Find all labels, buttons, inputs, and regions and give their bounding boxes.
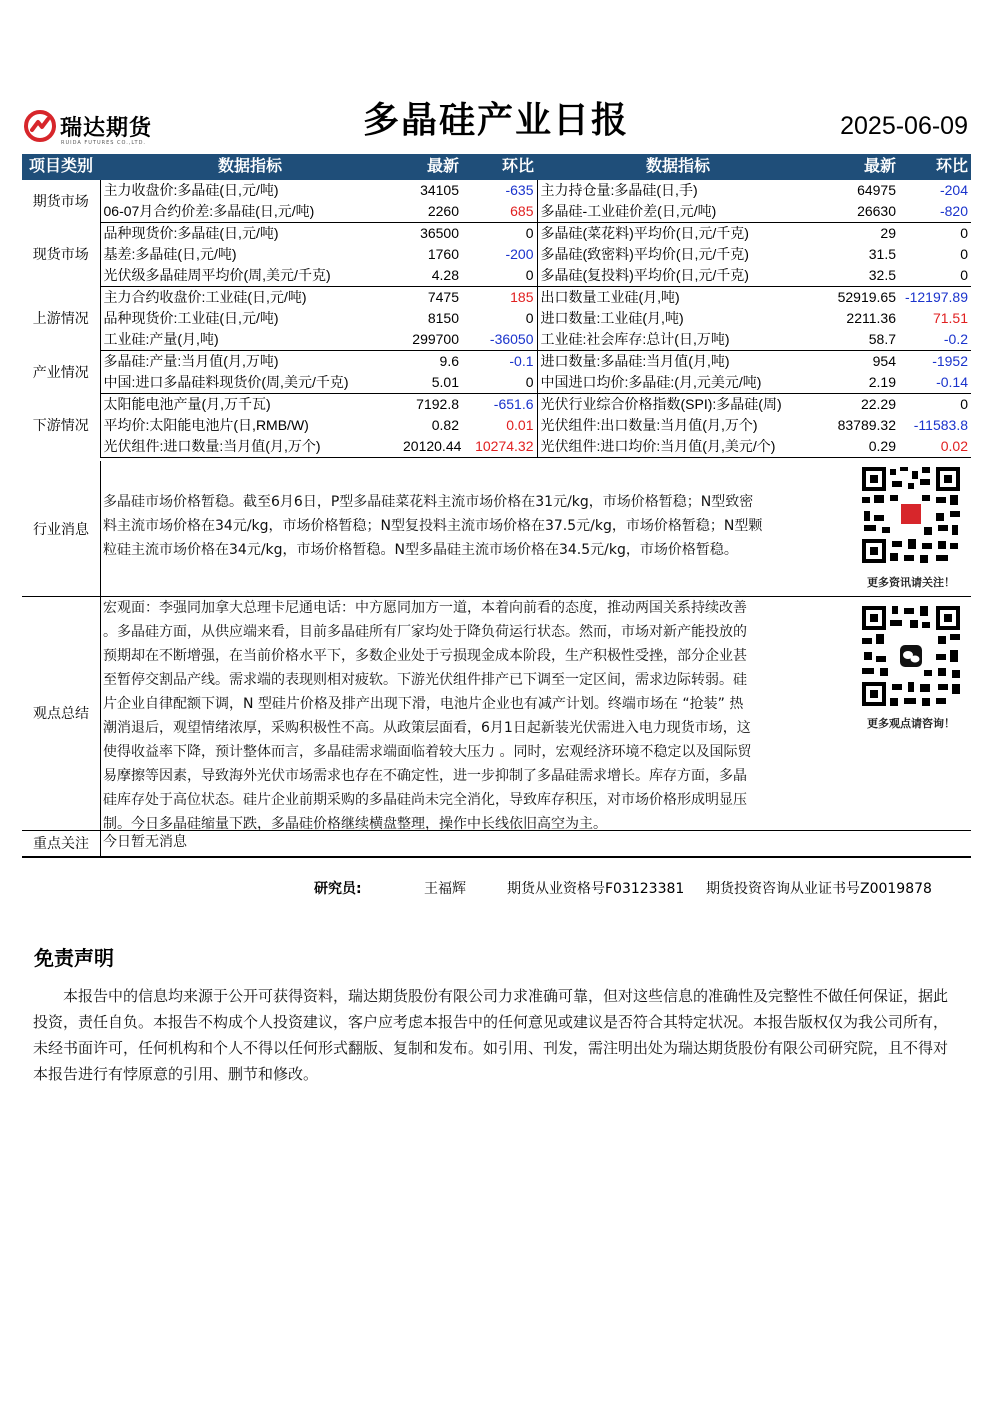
indicator-name-cell: 多晶硅(菜花料)平均价(日,元/千克) [537, 223, 819, 245]
category-cell: 产业情况 [22, 351, 100, 394]
latest-value-cell: 36500 [420, 225, 459, 241]
viewpoint-line: 。多晶硅方面，从供应端来看，目前多晶硅所有厂家均处于降负荷运行状态。然而，市场对新产能投放的 [103, 624, 747, 640]
indicator-name-cell: 进口数量:多晶硅:当月值(月,吨) [537, 351, 819, 373]
change-value-cell: 0 [960, 246, 968, 262]
change-value-cell: 685 [462, 201, 537, 223]
brand-subtitle: RUIDA FUTURES CO.,LTD. [61, 140, 147, 146]
latest-value-cell: 32.5 [819, 265, 899, 287]
category-cell: 期货市场 [22, 180, 100, 223]
category-cell: 下游情况 [22, 394, 100, 458]
indicator-name-cell: 光伏行业综合价格指数(SPI):多晶硅(周) [537, 394, 819, 416]
latest-value-cell: 52919.65 [837, 289, 896, 305]
logo-mark-icon [24, 110, 56, 142]
latest-value-cell: 31.5 [868, 246, 896, 262]
change-value-cell: -12197.89 [904, 289, 968, 305]
table-row [22, 351, 971, 373]
researcher-name: 王福辉 [424, 881, 466, 897]
header-latest: 最新 [400, 154, 462, 180]
disclaimer-text: 本报告中的信息均来源于公开可获得资料，瑞达期货股份有限公司力求准确可靠，但对这些信息的准确性及完整性不做任何保证，据此投资，责任自负。本报告不构成个人投资建议，客户应考虑本报告中的任何意见或建议是否符合其特定状况。本报告版权仅为我公司所有，未经书面许可，任何机构和个人不得以任何形式翻版、复制和发布。如引用、刊发，需注明出处为瑞达期货股份有限公司研究院，且不得对本报告进行有悖原意的引用、删节和修改。 [33, 987, 949, 1083]
indicator-name-cell: 品种现货价:工业硅(日,元/吨) [103, 310, 279, 326]
indicator-name-cell: 出口数量工业硅(月,吨) [537, 287, 819, 309]
table-row [22, 223, 971, 245]
indicator-name-cell: 主力持仓量:多晶硅(日,手) [537, 180, 819, 201]
indicator-name-cell: 中国:进口多晶硅料现货价(周,美元/千克) [100, 372, 400, 394]
viewpoint-line: 至暂停交割品产线。需求端的表现则相对疲软。下游光伏组件排产已下调至一定区间，需求边际转弱。硅 [103, 672, 747, 688]
viewpoint-label: 观点总结 [22, 596, 101, 830]
table-row [22, 415, 971, 436]
news-line: 多晶硅市场价格暂稳。截至6月6日，P型多晶硅菜花料主流市场价格在31元/kg，市场价格暂稳；N型致密 [103, 494, 754, 510]
viewpoint-line: 制。今日多晶硅缩量下跌，多晶硅价格继续横盘整理，操作中长线依旧高空为主。 [103, 816, 607, 832]
latest-value-cell: 83789.32 [837, 417, 896, 433]
news-line: 料主流市场价格在34元/kg，市场价格暂稳；N型复投料主流市场价格在37.5元/kg，市场价格暂稳；N型颗 [103, 518, 763, 534]
change-value-cell: -820 [899, 201, 971, 223]
viewpoint-text [103, 596, 823, 836]
change-value-cell: 10274.32 [462, 436, 537, 458]
industry-news-text [103, 490, 823, 562]
latest-value-cell: 22.29 [860, 396, 896, 412]
change-value-cell: 0.02 [899, 436, 971, 458]
change-value-cell: 0 [462, 372, 537, 394]
indicator-name-cell: 基差:多晶硅(日,元/吨) [103, 246, 237, 262]
table-body [22, 180, 971, 458]
change-value-cell: 0 [960, 225, 968, 241]
change-value-cell: -36050 [462, 329, 537, 351]
latest-value-cell: 299700 [400, 329, 462, 351]
change-value-cell: -0.2 [899, 329, 971, 351]
qr-caption-news: 更多资讯请关注！ [867, 576, 955, 589]
change-value-cell: 0 [899, 265, 971, 287]
change-value-cell: 0 [462, 265, 537, 287]
change-value-cell: -204 [939, 182, 968, 198]
table-row [22, 201, 971, 223]
latest-value-cell: 0.82 [431, 417, 459, 433]
latest-value-cell: 26630 [819, 201, 899, 223]
indicator-name-cell: 主力合约收盘价:工业硅(日,元/吨) [103, 289, 307, 305]
latest-value-cell: 2.19 [819, 372, 899, 394]
wechat-qr-code-icon [860, 604, 962, 708]
table-row [22, 329, 971, 351]
researcher-qualification: 期货从业资格号F03123381 [507, 881, 685, 897]
change-value-cell: -635 [505, 182, 534, 198]
report-title: 多晶硅产业日报 [362, 100, 629, 141]
table-row [22, 372, 971, 394]
latest-value-cell: 954 [872, 353, 896, 369]
focus-section [22, 830, 971, 858]
latest-value-cell: 34105 [420, 182, 459, 198]
company-logo [24, 108, 174, 148]
indicator-name-cell: 中国进口均价:多晶硅:(月,元美元/吨) [537, 372, 819, 394]
industry-news-section [22, 461, 971, 597]
indicator-name-cell: 进口数量:工业硅(月,吨) [537, 308, 819, 329]
latest-value-cell: 2211.36 [846, 310, 896, 326]
viewpoint-line: 硅库存处于高位状态。硅片企业前期采购的多晶硅尚未完全消化，导致库存积压，对市场价格形成明显压 [103, 792, 747, 808]
viewpoint-line: 片企业自律配额下调，N 型硅片价格及排产出现下滑，电池片企业也有减产计划。终端市场在 “抢装” 热 [103, 696, 744, 712]
qr-code-icon [860, 465, 962, 565]
disclaimer-title: 免责声明 [34, 946, 114, 970]
viewpoint-section [22, 596, 971, 831]
latest-value-cell: 64975 [857, 182, 896, 198]
change-value-cell: 71.51 [932, 310, 968, 326]
indicator-name-cell: 06-07月合约价差:多晶硅(日,元/吨) [100, 201, 400, 223]
news-line: 粒硅主流市场价格在34元/kg，市场价格暂稳。N型多晶硅主流市场价格在34.5元/kg，市场价格暂稳。 [103, 542, 738, 558]
table-row [22, 180, 971, 201]
latest-value-cell: 0.29 [819, 436, 899, 458]
indicator-name-cell: 光伏组件:出口数量:当月值(月,万个) [537, 415, 819, 436]
indicator-table [22, 154, 971, 458]
viewpoint-line: 宏观面：李强同加拿大总理卡尼通电话：中方愿同加方一道，本着向前看的态度，推动两国关系持续改善 [103, 600, 747, 616]
change-value-cell: 0 [960, 396, 968, 412]
latest-value-cell: 5.01 [400, 372, 462, 394]
change-value-cell: -0.14 [899, 372, 971, 394]
header-indicator-2: 数据指标 [537, 154, 819, 180]
viewpoint-line: 易摩擦等因素，导致海外光伏市场需求也存在不确定性，进一步抑制了多晶硅需求增长。库存方面，多晶 [103, 768, 747, 784]
change-value-cell: -200 [505, 246, 534, 262]
table-row [22, 394, 971, 416]
qr-caption-viewpoint: 更多观点请咨询！ [867, 717, 955, 730]
latest-value-cell: 58.7 [819, 329, 899, 351]
indicator-name-cell: 品种现货价:多晶硅(日,元/吨) [103, 225, 279, 241]
researcher-label: 研究员: [314, 881, 362, 897]
brand-name: 瑞达期货 [60, 116, 153, 141]
change-value-cell: 185 [510, 289, 534, 305]
latest-value-cell: 20120.44 [400, 436, 462, 458]
change-value-cell: -651.6 [493, 396, 534, 412]
header-indicator: 数据指标 [100, 154, 400, 180]
header-change: 环比 [462, 154, 537, 180]
latest-value-cell: 8150 [427, 310, 459, 326]
indicator-name-cell: 主力收盘价:多晶硅(日,元/吨) [103, 182, 279, 198]
indicator-name-cell: 太阳能电池产量(月,万千瓦) [103, 396, 271, 412]
header-change-2: 环比 [899, 154, 971, 180]
latest-value-cell: 2260 [400, 201, 462, 223]
indicator-name-cell: 多晶硅(致密料)平均价(日,元/千克) [537, 244, 819, 265]
table-row [22, 265, 971, 287]
table-row [22, 287, 971, 309]
focus-label: 重点关注 [22, 830, 101, 856]
latest-value-cell: 29 [880, 225, 896, 241]
table-row [22, 436, 971, 458]
table-row [22, 308, 971, 329]
indicator-name-cell: 工业硅:产量(月,吨) [100, 329, 400, 351]
indicator-name-cell: 光伏组件:进口均价:当月值(月,美元/个) [537, 436, 819, 458]
latest-value-cell: 4.28 [400, 265, 462, 287]
indicator-name-cell: 多晶硅:产量:当月值(月,万吨) [103, 353, 279, 369]
category-cell: 现货市场 [22, 223, 100, 287]
indicator-name-cell: 光伏级多晶硅周平均价(周,美元/千克) [100, 265, 400, 287]
focus-text: 今日暂无消息 [103, 834, 187, 850]
category-cell: 上游情况 [22, 287, 100, 351]
change-value-cell: 0.01 [506, 417, 534, 433]
indicator-name-cell: 光伏组件:进口数量:当月值(月,万个) [100, 436, 400, 458]
change-value-cell: -1952 [932, 353, 968, 369]
viewpoint-line: 潮消退后，观望情绪浓厚，采购积极性不高。从政策层面看，6月1日起新装光伏需进入电力现货市场，这 [103, 720, 751, 736]
report-date: 2025-06-09 [840, 112, 968, 140]
table-row [22, 244, 971, 265]
researcher-consulting-license: 期货投资咨询从业证书号Z0019878 [706, 881, 932, 897]
latest-value-cell: 7475 [427, 289, 459, 305]
indicator-name-cell: 多晶硅(复投料)平均价(日,元/千克) [537, 265, 819, 287]
indicator-name-cell: 平均价:太阳能电池片(日,RMB/W) [103, 417, 309, 433]
viewpoint-line: 使得收益率下降，预计整体而言，多晶硅需求端面临着较大压力 。同时，宏观经济环境不稳定以及国际贸 [103, 744, 752, 760]
header-category: 项目类别 [22, 154, 100, 180]
header-latest-2: 最新 [819, 154, 899, 180]
change-value-cell: -0.1 [509, 353, 534, 369]
table-header-row [22, 154, 971, 180]
indicator-name-cell: 多晶硅-工业硅价差(日,元/吨) [537, 201, 819, 223]
change-value-cell: 0 [525, 225, 534, 241]
change-value-cell: -11583.8 [913, 417, 968, 433]
industry-news-label: 行业消息 [22, 461, 101, 596]
latest-value-cell: 1760 [427, 246, 459, 262]
change-value-cell: 0 [525, 310, 534, 326]
indicator-name-cell: 工业硅:社会库存:总计(日,万吨) [537, 329, 819, 351]
latest-value-cell: 9.6 [439, 353, 459, 369]
viewpoint-line: 预期却在不断增强，在当前价格水平下，多数企业处于亏损现金成本阶段，生产积极性受挫，部分企业甚 [103, 648, 747, 664]
latest-value-cell: 7192.8 [416, 396, 459, 412]
